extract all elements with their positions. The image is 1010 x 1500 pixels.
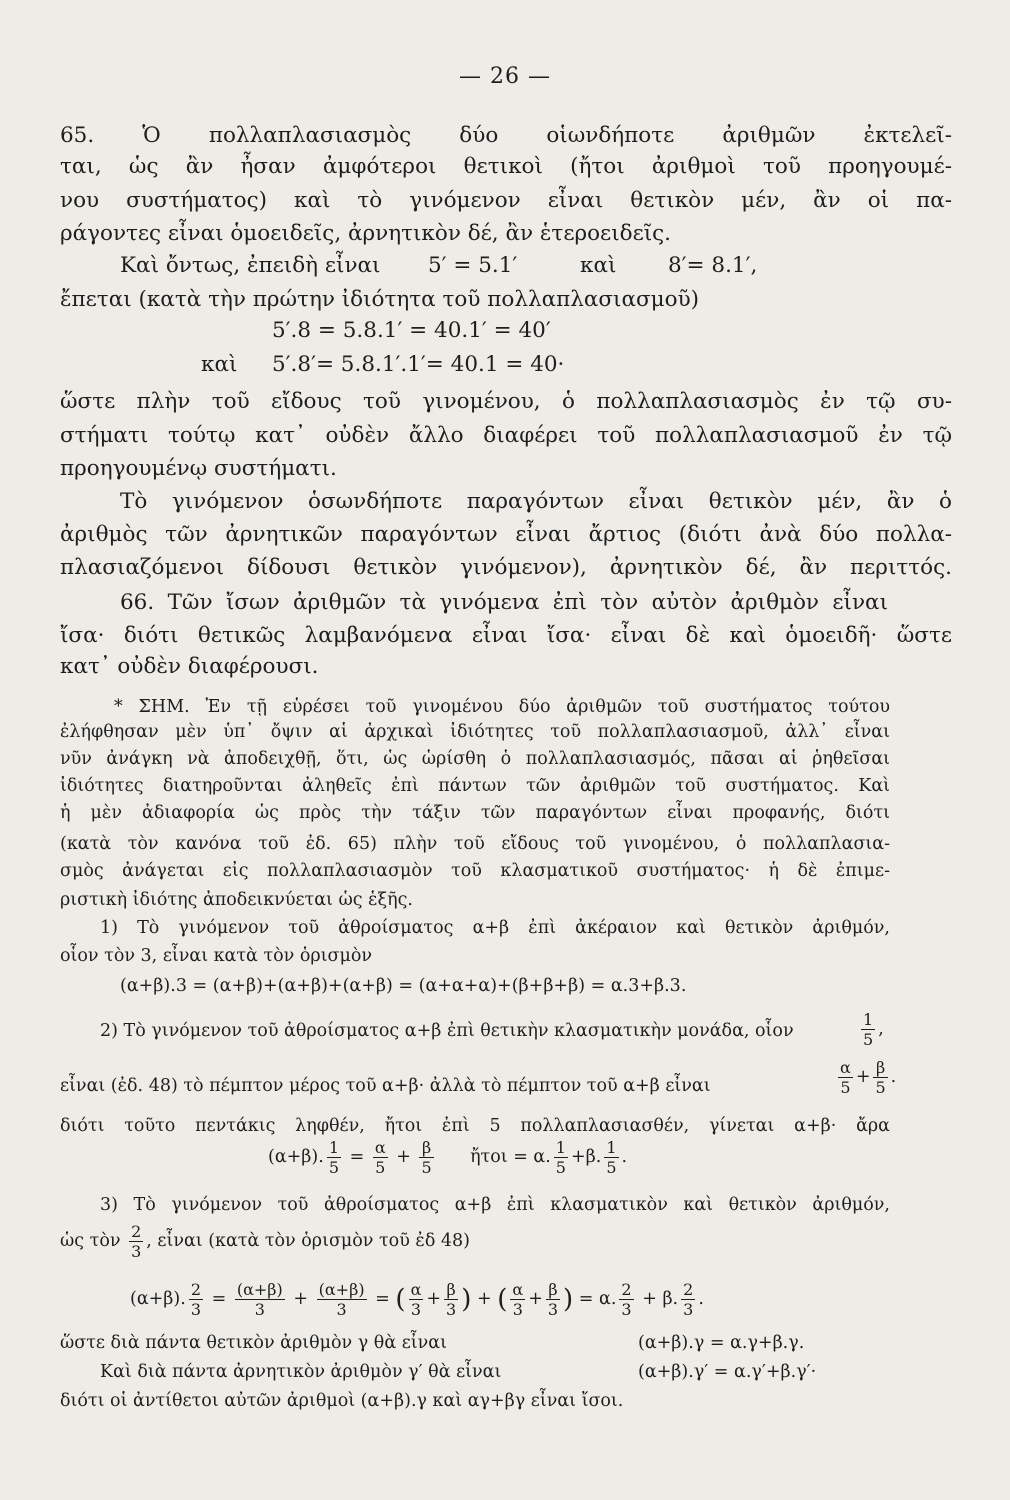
fraction-1-5: $\frac{1}{5}$ ,: [863, 1010, 884, 1049]
text: καὶ: [580, 253, 617, 278]
note-item-3-cont: ὡς τὸν $\frac{2}{3}$ , εἶναι (κατὰ τὸν ὁρισμὸν τοῦ ἐδ 48): [60, 1222, 471, 1261]
equation: (α+β).3 = (α+β)+(α+β)+(α+β) = (α+α+α)+(β+β+β) = α.3+β.3.: [120, 976, 687, 996]
text-line: ἔπεται (κατὰ τὴν πρώτην ἰδιότητα τοῦ πολλαπλασιασμοῦ): [60, 287, 700, 312]
paragraph-65-line: ράγοντες εἶναι ὁμοειδεῖς, ἀρνητικὸν δέ, ἂν ἑτεροειδεῖς.: [60, 221, 672, 246]
text-line: πλασιαζόμενοι δίδουσι θετικὸν γινόμενον), ἀρνητικὸν δέ, ἂν περιττός.: [60, 555, 952, 580]
paragraph-66-line: 66. Τῶν ἴσων ἀριθμῶν τὰ γινόμενα ἐπὶ τὸν αὐτὸν ἀριθμὸν εἶναι: [120, 590, 888, 615]
equation: 5′ = 5.1′: [428, 253, 518, 278]
note-line: ἐλήφθησαν μὲν ὑπ᾽ ὄψιν αἱ ἀρχικαὶ ἰδιότητες τοῦ πολλαπλασιασμοῦ, ἀλλ᾽ εἶναι: [60, 722, 890, 742]
fraction-sum: $\frac{\alpha}{5}$ + $\frac{\beta}{5}$ .: [840, 1058, 897, 1097]
note-item-3: 3) Τὸ γινόμενον τοῦ ἀθροίσματος α+β ἐπὶ κλασματικὸν καὶ θετικὸν ἀριθμόν,: [100, 1195, 890, 1215]
equation: 5′.8 = 5.8.1′ = 40.1′ = 40′: [272, 318, 551, 343]
final-line: διότι οἱ ἀντίθετοι αὐτῶν ἀριθμοὶ (α+β).γ καὶ αγ+βγ εἶναι ἴσοι.: [60, 1391, 624, 1411]
note-item-2-cont: εἶναι (ἐδ. 48) τὸ πέμπτον μέρος τοῦ α+β· ἀλλὰ τὸ πέμπτον τοῦ α+β εἶναι: [60, 1076, 711, 1096]
text: Καὶ ὄντως, ἐπειδὴ εἶναι: [120, 253, 381, 278]
text: καὶ: [201, 352, 238, 377]
equation: 8′= 8.1′,: [668, 253, 758, 278]
note-line: (κατὰ τὸν κανόνα τοῦ ἐδ. 65) πλὴν τοῦ εἴδους τοῦ γινομένου, ὁ πολλαπλασια-: [60, 834, 890, 854]
equation: (α+β). $\frac{1}{5}$ = $\frac{\alpha}{5}$ + $\frac{\beta}{5}$ ἤτοι = α. $\frac{1}{5}$ +β. $\frac{1}{5}$ .: [268, 1138, 628, 1177]
note-item-1-cont: οἷον τὸν 3, εἶναι κατὰ τὸν ὁρισμὸν: [60, 946, 373, 966]
paragraph-65-line: νου συστήματος) καὶ τὸ γινόμενον εἶναι θετικὸν μέν, ἂν οἱ πα-: [60, 188, 952, 213]
page-number: — 26 —: [459, 64, 551, 89]
text-line: ὥστε πλὴν τοῦ εἴδους τοῦ γινομένου, ὁ πολλαπλασιασμὸς ἐν τῷ συ-: [60, 389, 952, 414]
note-line: ἰδιότητες διατηροῦνται ἀληθεῖς ἐπὶ πάντων τῶν ἀριθμῶν τοῦ συστήματος. Καὶ: [60, 776, 890, 796]
text-line: Τὸ γινόμενον ὁσωνδήποτε παραγόντων εἶναι θετικὸν μέν, ἂν ὁ: [120, 489, 952, 514]
note-line: ριστικὴ ἰδιότης ἀποδεικνύεται ὡς ἑξῆς.: [60, 890, 413, 910]
note-item-2: 2) Τὸ γινόμενον τοῦ ἀθροίσματος α+β ἐπὶ θετικὴν κλασματικὴν μονάδα, οἷον: [100, 1021, 794, 1041]
equation: (α+β). $\frac{2}{3}$ = $\frac{(\alpha+\beta)}{3}$ + $\frac{(\alpha+\beta)}{3}$ = ( $\frac{\alpha}{3}$ + $\frac{\beta}{3}$ ) + ( $\frac{\alpha}{3}$ + $\frac{\beta}{3}$ ) = α. $\frac{2}{3}$ + β. $\frac{2}{3}$ .: [130, 1280, 704, 1319]
paragraph-65-line: ται, ὡς ἂν ἦσαν ἀμφότεροι θετικοὶ (ἤτοι ἀριθμοὶ τοῦ προηγουμέ-: [60, 154, 952, 179]
note-line: σμὸς ἀνάγεται εἰς πολλαπλασιασμὸν τοῦ κλασματικοῦ συστήματος· ἡ δὲ ἐπιμε-: [60, 861, 890, 881]
note-line: * ΣΗΜ. Ἐν τῇ εὑρέσει τοῦ γινομένου δύο ἀριθμῶν τοῦ συστήματος τούτου: [114, 697, 890, 717]
paragraph-65-line: 65. Ὁ πολλαπλασιασμὸς δύο οἱωνδήποτε ἀριθμῶν ἐκτελεῖ-: [60, 123, 952, 148]
text-line: προηγουμένῳ συστήματι.: [60, 456, 337, 481]
text-line: ἀριθμὸς τῶν ἀρνητικῶν παραγόντων εἶναι ἄρτιος (διότι ἀνὰ δύο πολλα-: [60, 522, 952, 547]
note-item-1: 1) Τὸ γινόμενον τοῦ ἀθροίσματος α+β ἐπὶ ἀκέραιον καὶ θετικὸν ἀριθμόν,: [100, 918, 890, 938]
paragraph-66-line: ἴσα· διότι θετικῶς λαμβανόμενα εἶναι ἴσα· εἶναι δὲ καὶ ὁμοειδῆ· ὥστε: [60, 623, 952, 648]
equation: 5′.8′= 5.8.1′.1′= 40.1 = 40·: [272, 352, 565, 377]
final-equation: (α+β).γ = α.γ+β.γ.: [638, 1333, 805, 1353]
final-line: ὥστε διὰ πάντα θετικὸν ἀριθμὸν γ θὰ εἶναι: [60, 1333, 447, 1353]
final-equation: (α+β).γ′ = α.γ′+β.γ′·: [638, 1362, 817, 1382]
text-line: στήματι τούτῳ κατ᾽ οὐδὲν ἄλλο διαφέρει τοῦ πολλαπλασιασμοῦ ἐν τῷ: [60, 423, 952, 448]
paragraph-66-line: κατ᾽ οὐδὲν διαφέρουσι.: [60, 654, 319, 679]
note-item-2-cont: διότι τοῦτο πεντάκις ληφθέν, ἤτοι ἐπὶ 5 πολλαπλασιασθέν, γίνεται α+β· ἄρα: [60, 1116, 890, 1136]
note-line: ἡ μὲν ἀδιαφορία ὡς πρὸς τὴν τάξιν τῶν παραγόντων εἶναι προφανής, διότι: [60, 803, 890, 823]
final-line: Καὶ διὰ πάντα ἀρνητικὸν ἀριθμὸν γ′ θὰ εἶναι: [100, 1362, 502, 1382]
note-line: νῦν ἀνάγκη νὰ ἀποδειχθῇ, ὅτι, ὡς ὡρίσθη ὁ πολλαπλασιασμός, πᾶσαι αἱ ῥηθεῖσαι: [60, 749, 890, 769]
